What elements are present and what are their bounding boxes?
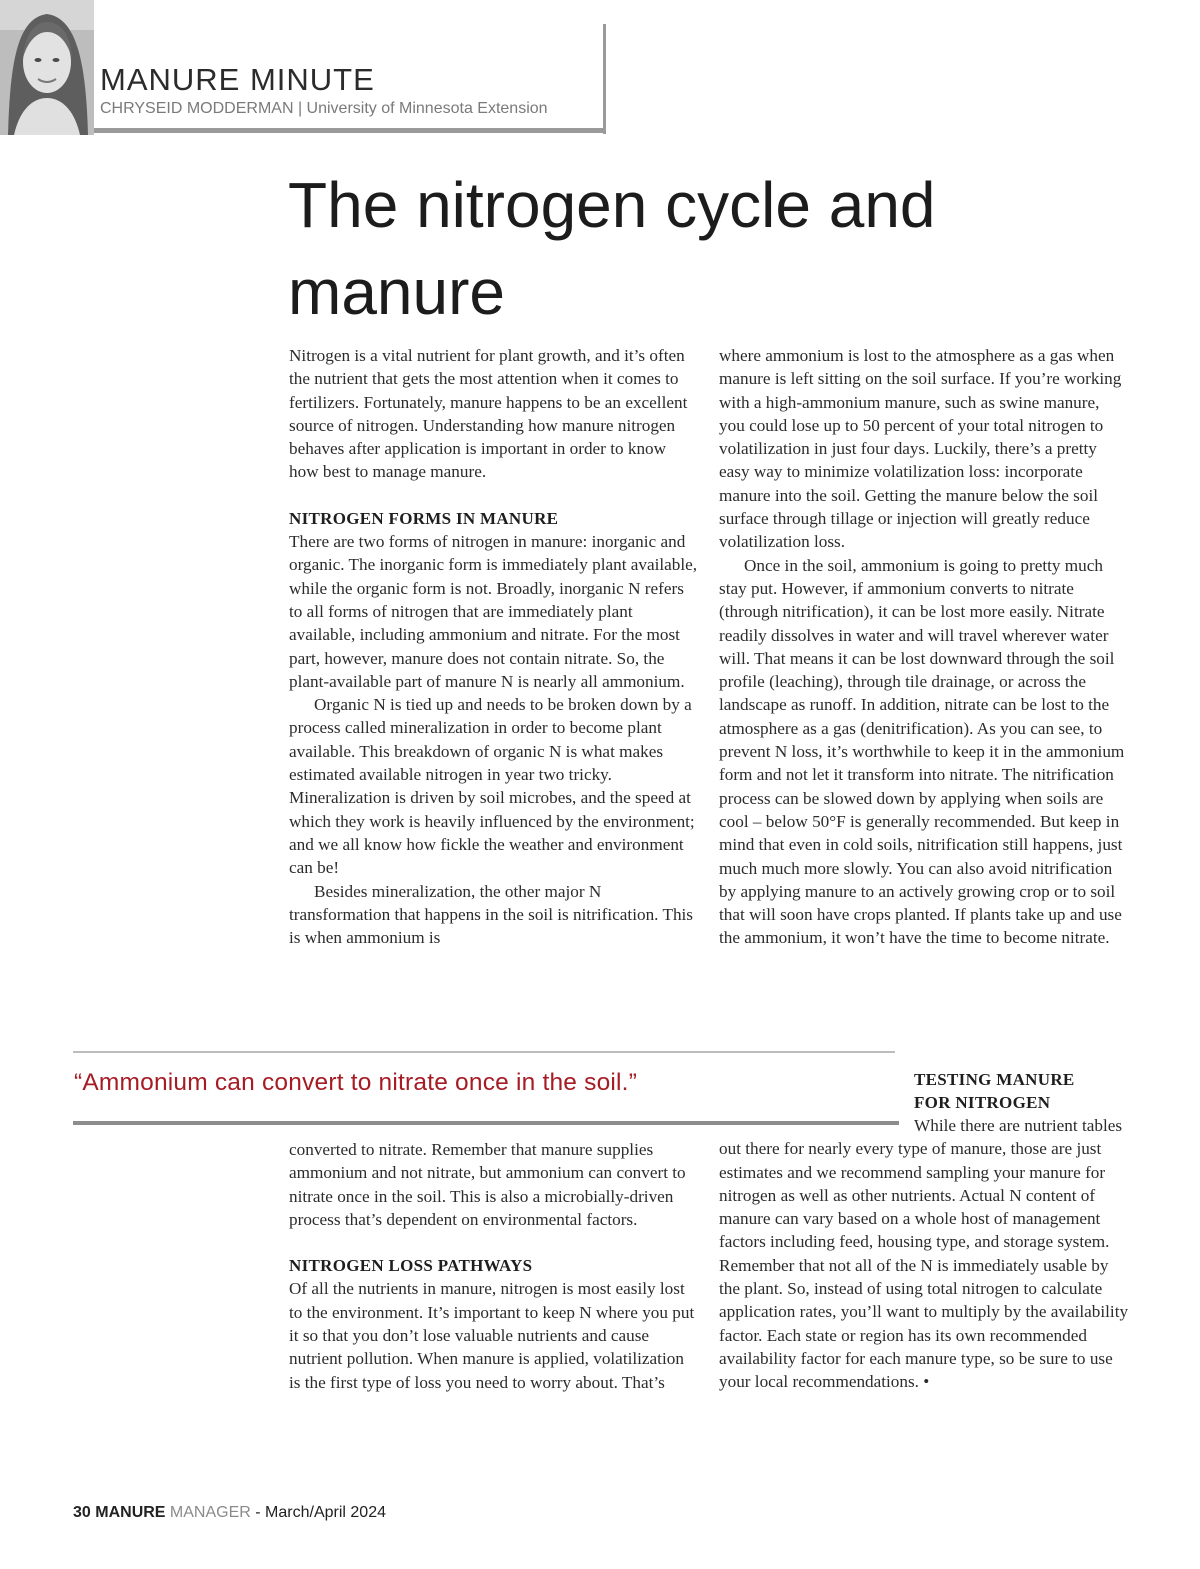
paragraph: Once in the soil, ammonium is going to pretty much stay put. However, if ammonium converts to nitrate (through nitrification), it can be lost more easily. Nitrate readily dissolves in water and will travel wherever water will. That means it can be lost downward through the soil profile (leaching), through tile drainage, or across the landscape as runoff. In addition, nitrate can be lost to the atmosphere as a gas (denitrification). As you can see, to prevent N loss, it’s worthwhile to keep it in the ammonium form and not let it transform into nitrate. The nitrification process can be slowed down by applying when soils are cool – below 50°F is generally recommended. But keep in mind that even in cold soils, nitrification still happens, just much much more slowly. You can also avoid nitrification by applying manure to an actively growing crop or to soil that will soon have crops planted. If plants take up and use the ammonium, it won’t have the time to become nitrate. xyxy=(719,555,1125,948)
pull-quote-top-rule xyxy=(73,1051,895,1053)
magazine-name-bold: MANURE xyxy=(95,1504,166,1521)
header-vertical-rule xyxy=(603,24,606,134)
magazine-name-light: MANAGER xyxy=(169,1504,251,1521)
issue-date: - March/April 2024 xyxy=(255,1504,386,1521)
paragraph: While there are nutrient tables out there for nearly every type of manure, those are just estimates and we recommend sampling your manure for nitrogen as well as other nutrients. Actual N content of manure can vary based on a whole host of management factors including feed, housing type, and storage system. Remember that not all of the N is immediately usable by the plant. So, instead of using total nitrogen to calculate application rates, you’ll want to multiply by the availability factor. Each state or region has its own recommended availability factor for each manure type, so be sure to use your local recommendations. • xyxy=(719,1116,1129,1392)
paragraph: where ammonium is lost to the atmosphere as a gas when manure is left sitting on the soil surface. If you’re working with a high-ammonium manure, such as swine manure, you could lose up to 50 percent of your total nitrogen to volatilization in just four days. Luckily, there’s a pretty easy way to minimize volatilization loss: incorporate manure into the soil. Getting the manure below the soil surface through tillage or injection will greatly reduce volatilization loss. xyxy=(719,346,1122,552)
column-name: MANURE MINUTE xyxy=(100,62,375,97)
pull-quote: “Ammonium can convert to nitrate once in the soil.” xyxy=(74,1069,638,1096)
paragraph: Of all the nutrients in manure, nitrogen is most easily lost to the environment. It’s important to keep N where you put it so that you don’t lose valuable nutrients and cause nutrient pollution. When manure is applied, volatilization is the first type of loss you need to worry about. That’s xyxy=(289,1279,695,1392)
paragraph: There are two forms of nitrogen in manure: inorganic and organic. The inorganic form is immediately plant available, while the organic form is not. Broadly, inorganic N refers to all forms of nitrogen that are immediately plant available, including ammonium and nitrate. For the most part, however, manure does not contain nitrate. So, the plant-available part of manure N is nearly all ammonium. xyxy=(289,532,698,691)
paragraph: Organic N is tied up and needs to be broken down by a process called mineralization in order to become plant available. This breakdown of organic N is what makes estimated available nitrogen in year two tricky. Mineralization is driven by soil microbes, and the speed at which they work is heavily influenced by the environment; and we all know how fickle the weather and environment can be! xyxy=(289,695,695,878)
section-heading-nitrogen-forms: NITROGEN FORMS IN MANURE xyxy=(289,508,559,528)
section-heading-testing-manure: TESTING MANURE FOR NITROGEN xyxy=(914,1070,1075,1113)
header-horizontal-rule xyxy=(94,128,606,133)
author-byline: CHRYSEID MODDERMAN | University of Minnesota Extension xyxy=(100,100,548,117)
paragraph: converted to nitrate. Remember that manure supplies ammonium and not nitrate, but ammonium can convert to nitrate once in the soil. This is also a microbially-driven process that’s dependent on environmental factors. xyxy=(289,1140,686,1229)
column-right-bottom xyxy=(719,1114,1129,1394)
page-footer xyxy=(73,1504,386,1522)
paragraph: Besides mineralization, the other major N transformation that happens in the soil is nitrification. This is when ammonium is xyxy=(289,881,693,948)
page-number: 30 xyxy=(73,1504,91,1521)
article-title: The nitrogen cycle and manure xyxy=(288,169,936,328)
column-left-top xyxy=(289,344,699,949)
intro-paragraph: Nitrogen is a vital nutrient for plant growth, and it’s often the nutrient that gets the most attention when it comes to fertilizers. Fortunately, manure happens to be an excellent source of nitrogen. Understanding how manure nitrogen behaves after application is important in order to know how best to manage manure. xyxy=(289,346,688,482)
column-right-top xyxy=(719,344,1129,950)
column-header xyxy=(0,0,608,135)
section-heading-nitrogen-loss: NITROGEN LOSS PATHWAYS xyxy=(289,1256,533,1276)
author-photo xyxy=(0,0,94,135)
section-heading-testing-block xyxy=(914,1068,1114,1115)
column-left-bottom xyxy=(289,1138,699,1394)
